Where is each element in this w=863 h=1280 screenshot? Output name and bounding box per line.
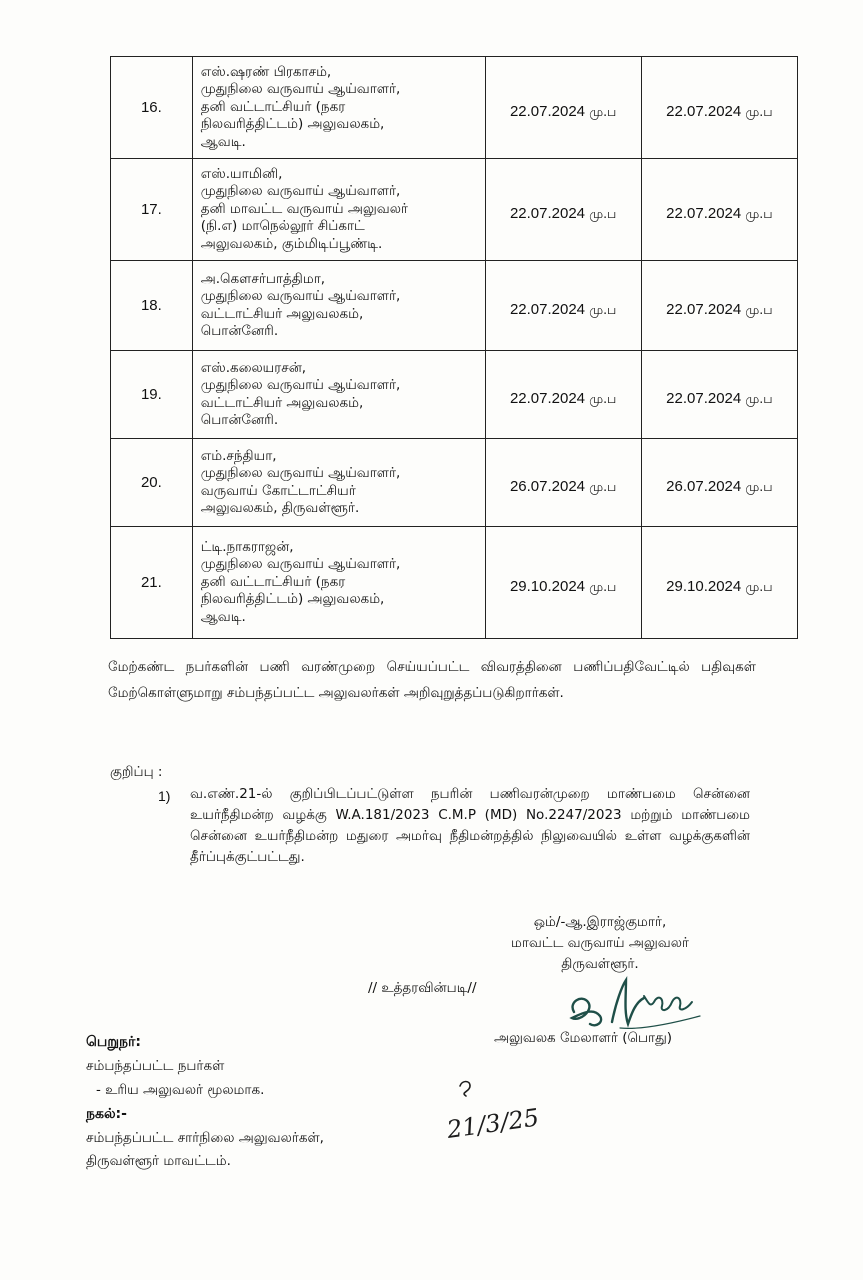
signatory-block xyxy=(490,912,710,975)
date-value: 22.07.2024 xyxy=(509,103,586,121)
officer-line: ஆவடி. xyxy=(200,133,246,150)
signatory-designation: மாவட்ட வருவாய் அலுவலர் xyxy=(511,935,689,951)
date-suffix: மு.ப xyxy=(589,579,617,595)
date-cell-1 xyxy=(485,261,641,351)
note-heading: குறிப்பு : xyxy=(110,764,163,780)
officer-line: முதுநிலை வருவாய் ஆய்வாளர், xyxy=(200,81,401,98)
date-value: 29.10.2024 xyxy=(666,578,742,596)
recipients-line: - உரிய அலுவலர் மூலமாக. xyxy=(96,1082,265,1098)
note-number: 1) xyxy=(158,788,171,804)
date-suffix: மு.ப xyxy=(745,206,773,222)
officer-line: அலுவலகம், திருவள்ளூர். xyxy=(200,500,360,516)
copy-line: சம்பந்தப்பட்ட சார்நிலை அலுவலர்கள், xyxy=(86,1130,324,1146)
officer-details xyxy=(192,439,485,527)
date-cell-1 xyxy=(485,57,641,159)
date-value: 22.07.2024 xyxy=(666,103,742,121)
officer-line: தனி வட்டாட்சியர் (நகர xyxy=(200,573,346,590)
date-cell-2 xyxy=(641,159,797,261)
date-cell-1 xyxy=(485,351,641,439)
officer-line: பொன்னேரி. xyxy=(200,412,279,428)
date-suffix: மு.ப xyxy=(589,391,617,407)
officer-line: (நி.எ) மாநெல்லூர் சிப்காட் xyxy=(200,218,365,235)
serial-number: 18. xyxy=(111,261,193,351)
date-cell-1 xyxy=(485,159,641,261)
recipients-line: சம்பந்தப்பட்ட நபர்கள் xyxy=(86,1058,225,1074)
handwritten-date xyxy=(440,1074,550,1144)
copy-heading: நகல்:- xyxy=(86,1106,127,1122)
date-value: 22.07.2024 xyxy=(509,205,586,223)
signatory-place: திருவள்ளூர். xyxy=(561,956,639,972)
instruction-paragraph: மேற்கண்ட நபர்களின் பணி வரண்முறை செய்யப்பட்ட விவரத்தினை பணிப்பதிவேட்டில் பதிவுகள் மேற்கொள்ளுமாறு சம்பந்தப்பட்ட அலுவலர்கள் அறிவுறுத்தப்படுகிறார்கள். xyxy=(108,659,756,701)
date-cell-1 xyxy=(485,527,641,639)
officer-line: தனி மாவட்ட வருவாய் அலுவலர் xyxy=(200,200,408,217)
date-suffix: மு.ப xyxy=(589,206,617,222)
date-value: 29.10.2024 xyxy=(509,578,586,596)
officer-details xyxy=(192,261,485,351)
table-row xyxy=(111,261,798,351)
officer-line: தனி வட்டாட்சியர் (நகர xyxy=(200,98,346,115)
date-cell-2 xyxy=(641,351,797,439)
officer-details xyxy=(192,159,485,261)
officer-line: ட்டி.நாகராஜன், xyxy=(200,538,294,555)
handwritten-date-text: 21/3/25 xyxy=(445,1103,541,1144)
signatory-name: ஒம்/-ஆ.இராஜ்குமார், xyxy=(533,914,667,930)
officer-line: முதுநிலை வருவாய் ஆய்வாளர், xyxy=(200,465,401,481)
recipients-heading: பெறுநர்: xyxy=(86,1034,141,1050)
date-value: 22.07.2024 xyxy=(509,390,586,408)
officer-line: வட்டாட்சியர் அலுவலகம், xyxy=(200,394,364,411)
officer-line: முதுநிலை வருவாய் ஆய்வாளர், xyxy=(200,183,401,200)
date-value: 22.07.2024 xyxy=(666,390,742,408)
table-row xyxy=(111,159,798,261)
note-text: வ.எண்.21-ல் குறிப்பிடப்பட்டுள்ள நபரின் பணிவரன்முறை மாண்பமை சென்னை உயர்நீதிமன்ற வழக்கு W.A.181/2023 C.M.P (MD) No.2247/2023 மற்றும் மாண்பமை சென்னை உயர்நீதிமன்ற மதுரை அமர்வு நீதிமன்றத்தில் நிலுவையில் உள்ள வழக்குகளின் தீர்ப்புக்குட்பட்டது. xyxy=(190,786,750,865)
officer-line: நிலவரித்திட்டம்) அலுவலகம், xyxy=(200,591,385,608)
date-suffix: மு.ப xyxy=(745,302,773,318)
date-suffix: மு.ப xyxy=(745,579,773,595)
office-manager-title: அலுவலக மேலாளர் (பொது) xyxy=(494,1030,673,1046)
serial-number: 21. xyxy=(111,527,193,639)
officer-line: எம்.சந்தியா, xyxy=(200,447,277,464)
date-value: 26.07.2024 xyxy=(509,478,586,496)
officer-line: அலுவலகம், கும்மிடிப்பூண்டி. xyxy=(200,235,383,252)
date-suffix: மு.ப xyxy=(589,479,617,495)
table-row xyxy=(111,57,798,159)
officer-line: முதுநிலை வருவாய் ஆய்வாளர், xyxy=(200,377,401,393)
officer-line: முதுநிலை வருவாய் ஆய்வாளர், xyxy=(200,288,401,304)
date-cell-2 xyxy=(641,261,797,351)
date-suffix: மு.ப xyxy=(589,104,617,120)
officer-line: அ.கௌசர்பாத்திமா, xyxy=(200,270,326,287)
by-order-line: // உத்தரவின்படி// xyxy=(368,980,477,996)
officer-table xyxy=(110,56,798,639)
copy-line: திருவள்ளூர் மாவட்டம். xyxy=(86,1153,231,1169)
serial-number: 20. xyxy=(111,439,193,527)
officer-line: ஆவடி. xyxy=(200,608,246,625)
date-cell-2 xyxy=(641,527,797,639)
officer-details xyxy=(192,57,485,159)
officer-line: வருவாய் கோட்டாட்சியர் xyxy=(200,482,356,499)
date-cell-2 xyxy=(641,439,797,527)
table-row xyxy=(111,439,798,527)
date-cell-1 xyxy=(485,439,641,527)
officer-line: வட்டாட்சியர் அலுவலகம், xyxy=(200,305,364,322)
serial-number: 19. xyxy=(111,351,193,439)
date-value: 22.07.2024 xyxy=(666,205,742,223)
date-cell-2 xyxy=(641,57,797,159)
date-suffix: மு.ப xyxy=(745,104,773,120)
date-value: 22.07.2024 xyxy=(509,301,586,319)
date-suffix: மு.ப xyxy=(745,479,773,495)
date-value: 26.07.2024 xyxy=(666,478,742,496)
table-row xyxy=(111,351,798,439)
officer-line: முதுநிலை வருவாய் ஆய்வாளர், xyxy=(200,556,401,573)
serial-number: 17. xyxy=(111,159,193,261)
officer-line: பொன்னேரி. xyxy=(200,323,279,339)
officer-details xyxy=(192,527,485,639)
date-suffix: மு.ப xyxy=(745,391,773,407)
table-row xyxy=(111,527,798,639)
officer-line: எஸ்.கலையரசன், xyxy=(200,359,307,376)
officer-line: எஸ்.ஷரண் பிரகாசம், xyxy=(200,63,332,80)
officer-line: நிலவரித்திட்டம்) அலுவலகம், xyxy=(200,116,385,133)
date-value: 22.07.2024 xyxy=(666,301,742,319)
officer-details xyxy=(192,351,485,439)
officer-line: எஸ்.யாமினி, xyxy=(200,165,283,182)
serial-number: 16. xyxy=(111,57,193,159)
date-suffix: மு.ப xyxy=(589,302,617,318)
